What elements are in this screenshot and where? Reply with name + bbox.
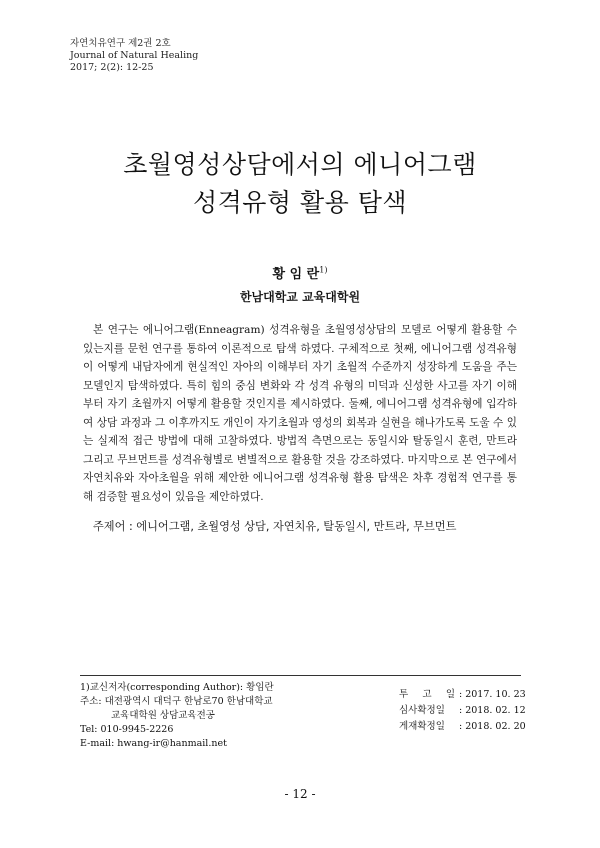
journal-name-en: Journal of Natural Healing [70,50,199,61]
date-label: 게재확정일 [399,721,445,732]
title-line-1: 초월영성상담에서의 에니어그램 [123,150,477,179]
page-number: - 12 - [284,787,316,801]
email: E-mail: hwang-ir@hanmail.net [80,738,227,749]
date-value: : 2018. 02. 20 [459,721,526,732]
date-row [399,703,526,719]
footnote-divider [80,675,521,676]
date-value: : 2017. 10. 23 [459,689,526,700]
telephone: Tel: 010-9945-2226 [80,724,174,735]
date-value: : 2018. 02. 12 [459,705,526,716]
date-label: 투 고 일 [399,689,455,700]
journal-citation: 2017; 2(2): 12-25 [70,62,154,73]
address-line-2: 교육대학원 상담교육전공 [111,710,215,721]
author-name: 황 임 란 [272,267,320,282]
affiliation: 한남대학교 교육대학원 [239,290,361,304]
address-line-1: 주소: 대전광역시 대덕구 한남로70 한남대학교 [80,696,273,707]
corresponding-author: 1)교신저자(corresponding Author): 황임란 [80,682,274,693]
date-row [399,719,526,735]
submission-dates [399,687,526,735]
footnote [80,681,274,751]
title-line-2: 성격유형 활용 탐색 [192,188,408,217]
author-footnote-mark: 1) [319,265,328,275]
author [0,263,600,282]
keywords: 주제어 : 에니어그램, 초월영성 상담, 자연치유, 탈동일시, 만트라, 무브먼트 [93,520,457,533]
journal-name-kr: 자연치유연구 제2권 2호 [70,38,171,49]
abstract: 본 연구는 에니어그램(Enneagram) 성격유형을 초월영성상담의 모델로 어떻게 활용할 수 있는지를 문헌 연구를 통하여 이론적으로 탐색 하였다. 구체적으로 첫째, 에니어그램 성격유형이 어떻게 내담자에게 현실적인 자아의 이해부터 자기 초월적 수준까지 성장하게 도움을 주는 모델인지 탐색하였다. 특히 힘의 중심 변화와 각 성격 유형의 미덕과 신성한 사고를 자기 이해부터 자기 초월까지 어떻게 활용할 것인지를 제시하였다. 둘째, 에니어그램 성격유형에 입각하여 상담 과정과 그 이후까지도 개인이 자기초월과 영성의 회복과 실현을 해나가도록 도울 수 있는 실제적 접근 방법에 대해 고찰하였다. 방법적 측면으로는 동일시와 탈동일시 훈련, 만트라 그리고 무브먼트를 성격유형별로 변별적으로 활용할 것을 강조하였다. 마지막으로 본 연구에서 자연치유와 자아초월을 위해 제안한 에니어그램 성격유형 활용 탐색은 차후 경험적 연구를 통해 검증할 필요성이 있음을 제안하였다. [83,324,517,503]
paper-title [0,146,600,222]
date-label: 심사확정일 [399,705,445,716]
date-row [399,687,526,703]
journal-header [70,38,198,74]
